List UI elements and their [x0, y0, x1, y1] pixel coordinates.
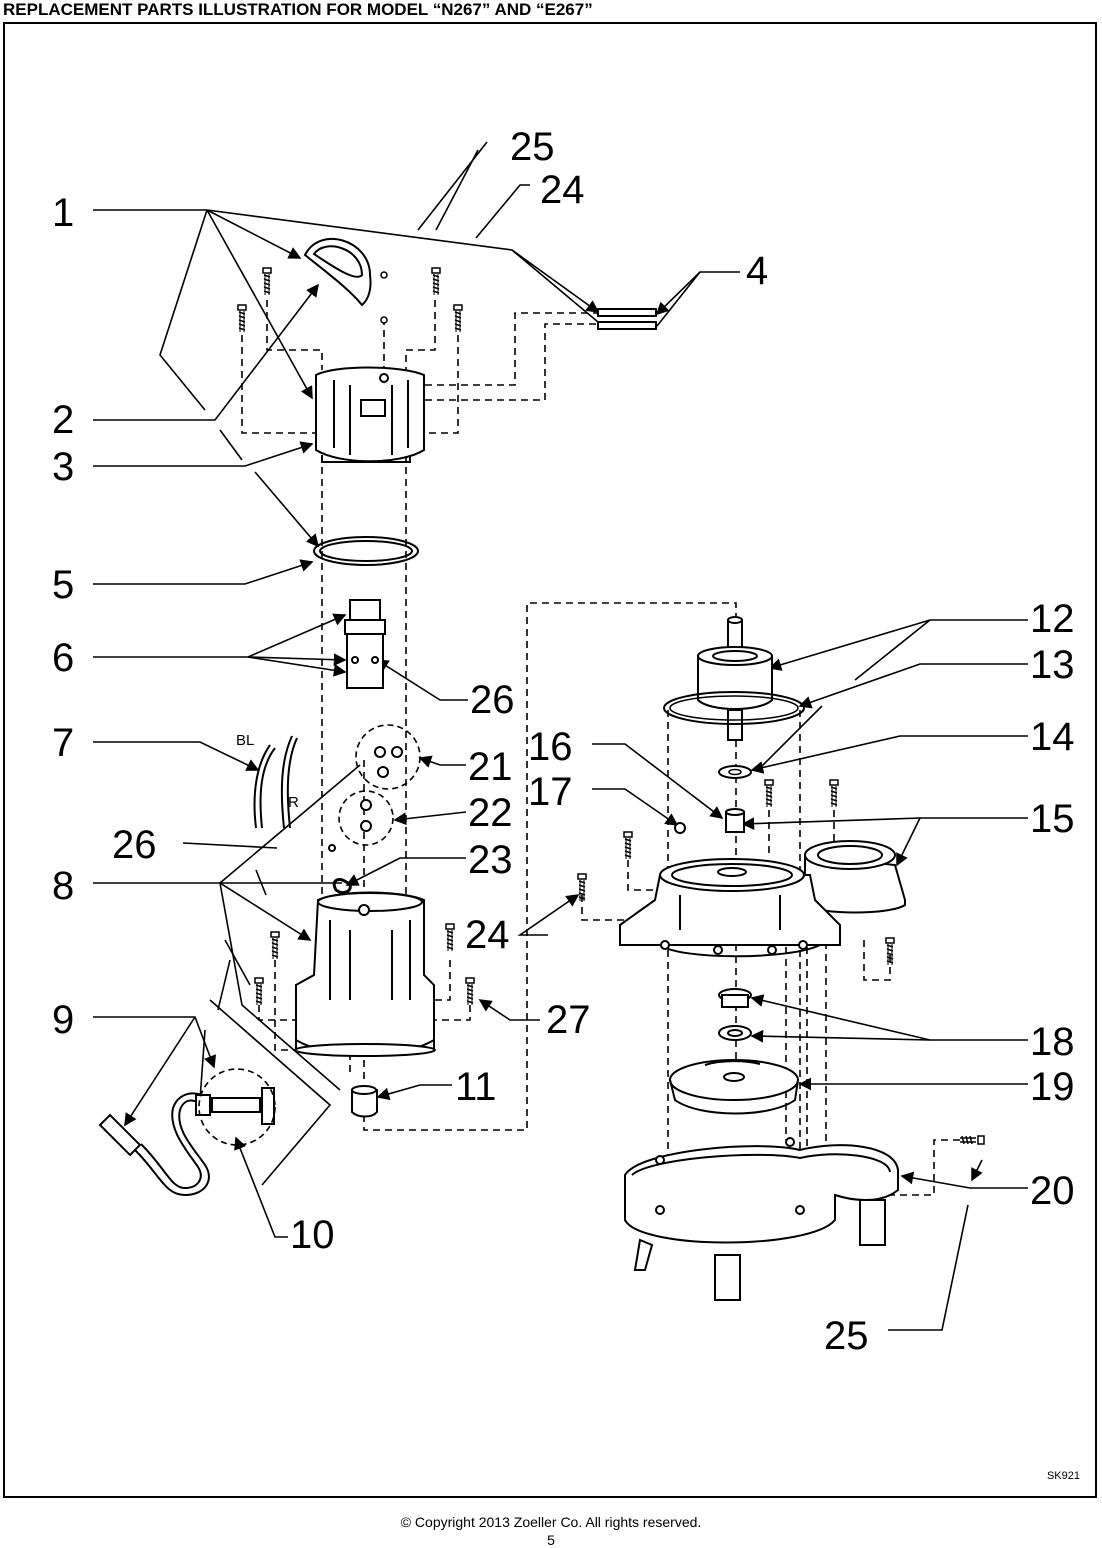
screw-icon	[446, 924, 454, 951]
callout-19: 19	[1030, 1065, 1075, 1109]
callout-26-lower: 26	[112, 823, 157, 867]
callout-24-mid: 24	[465, 913, 510, 957]
callout-1: 1	[52, 191, 75, 235]
callout-7: 7	[52, 721, 75, 765]
cord-plate-part	[598, 309, 656, 316]
page-number: 5	[547, 1532, 555, 1548]
bearing-part	[352, 1086, 377, 1117]
screw-icon	[454, 305, 462, 332]
callout-27: 27	[546, 998, 591, 1042]
motor-housing-part	[295, 893, 435, 1057]
wire-label-r: R	[288, 794, 299, 811]
pin-part	[675, 823, 685, 833]
o-ring-part	[314, 537, 418, 565]
screw-icon	[624, 832, 632, 859]
sleeve-part	[726, 809, 744, 832]
callout-17: 17	[528, 770, 573, 814]
callout-25-top: 25	[510, 125, 555, 169]
page-title: REPLACEMENT PARTS ILLUSTRATION FOR MODEL “N267” AND “E267”	[3, 0, 593, 19]
callout-2: 2	[52, 398, 75, 442]
callout-12: 12	[1030, 597, 1075, 641]
callout-6: 6	[52, 636, 75, 680]
callout-labels	[52, 125, 1075, 1358]
callout-10: 10	[290, 1213, 335, 1257]
screw-icon	[263, 268, 271, 295]
callout-15: 15	[1030, 797, 1075, 841]
wire-leads-part	[255, 736, 297, 828]
callout-9: 9	[52, 998, 75, 1042]
impeller-part	[670, 1060, 798, 1114]
shaft-seal-part	[719, 989, 751, 1040]
callout-26-upper: 26	[470, 678, 515, 722]
drawing-code: SK921	[1046, 1470, 1080, 1482]
discharge-flange-part	[805, 841, 905, 913]
callout-5: 5	[52, 563, 75, 607]
callout-4: 4	[746, 249, 769, 293]
rotor-shaft-part	[698, 617, 772, 740]
callout-14: 14	[1030, 715, 1075, 759]
callout-13: 13	[1030, 643, 1075, 687]
power-cord-part	[100, 1088, 274, 1195]
screw-icon	[238, 305, 246, 332]
callout-22: 22	[468, 791, 513, 835]
callout-24-top: 24	[540, 168, 585, 212]
handle-part	[305, 239, 371, 305]
callout-20: 20	[1030, 1169, 1075, 1213]
detail-circle-21	[356, 725, 420, 789]
callout-16: 16	[528, 725, 573, 769]
screw-icon	[830, 780, 838, 807]
retaining-ring-part	[334, 880, 350, 893]
switch-assembly-part	[345, 600, 385, 688]
callout-8: 8	[52, 864, 75, 908]
screw-icon	[432, 268, 440, 295]
callout-21: 21	[468, 745, 513, 789]
screw-icon	[466, 978, 474, 1005]
screw-icon	[960, 1136, 984, 1144]
callout-23: 23	[468, 838, 513, 882]
callout-18: 18	[1030, 1020, 1075, 1064]
copyright-text: © Copyright 2013 Zoeller Co. All rights reserved.	[400, 1514, 702, 1530]
screw-icon	[255, 978, 263, 1005]
wire-label-bl: BL	[236, 732, 255, 749]
callout-3: 3	[52, 445, 75, 489]
callout-11: 11	[455, 1065, 497, 1109]
motor-cover-part	[316, 368, 424, 463]
screw-icon	[765, 780, 773, 807]
screw-icon	[271, 932, 279, 959]
pump-base-part	[625, 1138, 898, 1300]
callout-25-bottom: 25	[824, 1314, 869, 1358]
